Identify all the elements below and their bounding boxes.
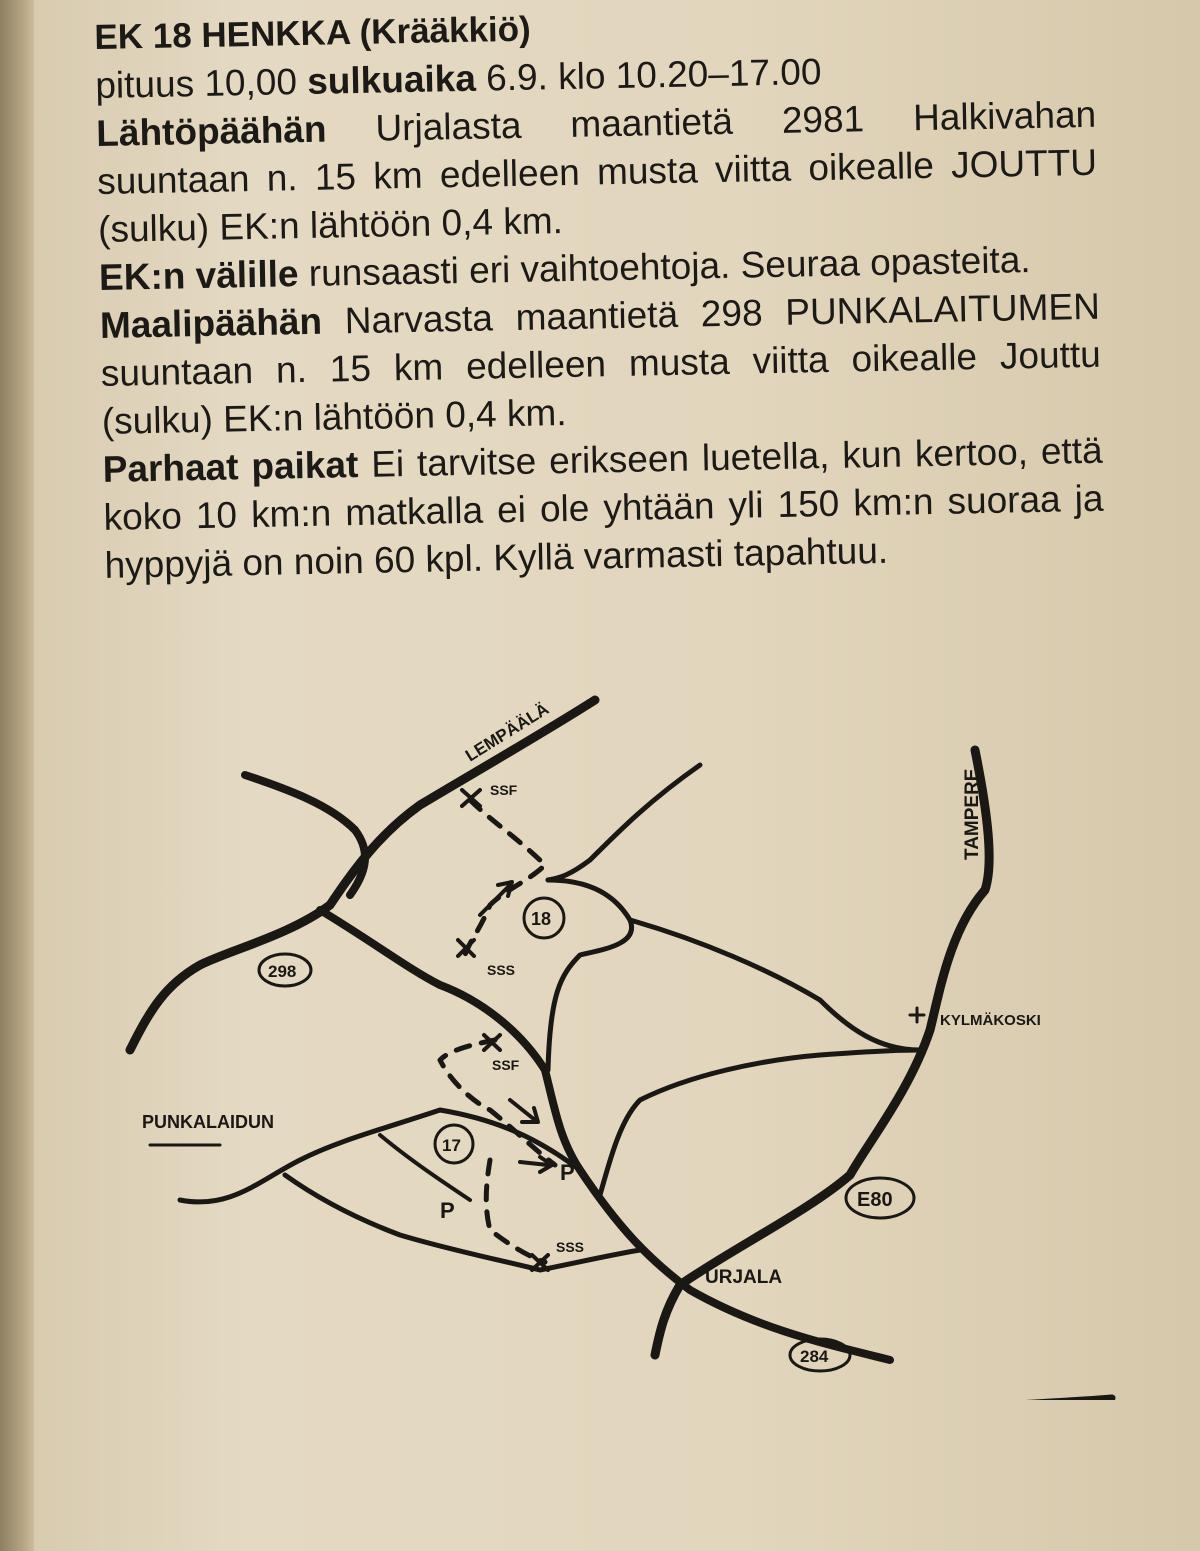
road-middle <box>600 1050 920 1195</box>
finish-text: Narvasta maantietä 298 PUNKALAITUMEN suuntaan n. 15 km edelleen musta viitta oikealle Jouttu (sulku) EK:n lähtöön 0,4 km. <box>100 285 1102 442</box>
mark-p-1: P <box>560 1160 575 1185</box>
arrow-17 <box>510 1100 538 1122</box>
road-bottom-rule <box>155 1398 1112 1400</box>
finish-paragraph <box>100 283 1103 446</box>
start-text: Urjalasta maantietä 2981 Halkivahan suuntaan n. 15 km edelleen musta viitta oikealle JOUTTU (sulku) EK:n lähtöön 0,4 km. <box>96 93 1098 250</box>
label-kylmakoski: KYLMÄKOSKI <box>940 1012 1041 1029</box>
best-paragraph <box>102 427 1105 590</box>
road-south-lower <box>285 1175 640 1270</box>
label-punkalaidun: PUNKALAIDUN <box>142 1112 274 1132</box>
closure-value: 6.9. klo 10.20–17.00 <box>485 51 822 99</box>
start-label: Lähtöpäähän <box>95 108 327 154</box>
road-298 <box>320 910 890 1360</box>
label-tampere: TAMPERE <box>962 768 983 860</box>
label-lempaala: LEMPÄÄLÄ <box>462 699 553 766</box>
road-298-label: 298 <box>268 962 297 981</box>
mark-sss-2: SSS <box>556 1239 585 1255</box>
best-label: Parhaat paikat <box>102 444 359 490</box>
stage-18-label: 18 <box>531 909 552 929</box>
label-urjala: URJALA <box>705 1267 783 1288</box>
article-text <box>94 0 1105 590</box>
road-e80-label: E80 <box>857 1189 893 1211</box>
stage-17-label: 17 <box>442 1136 461 1155</box>
mark-ssf-2: SSF <box>492 1057 520 1073</box>
cross-kylmakoski <box>910 1008 924 1022</box>
start-paragraph <box>96 91 1099 254</box>
finish-label: Maalipäähän <box>99 300 323 346</box>
mark-ssf-1: SSF <box>490 782 518 798</box>
arrow-18 <box>480 882 512 915</box>
route-map <box>0 680 1200 1400</box>
mark-p-2: P <box>440 1198 455 1223</box>
best-text: Ei tarvitse erikseen luetella, kun kertoo, että koko 10 km:n matkalla ei ole yhtään yli 150 km:n suoraa ja hyppyjä on noin 60 kpl. Kyllä varmasti tapahtuu. <box>103 429 1104 586</box>
length-label: pituus <box>94 63 195 106</box>
road-284-label: 284 <box>800 1347 829 1366</box>
road-east <box>630 920 920 1050</box>
stage18-route <box>465 800 545 955</box>
length-value: 10,00 <box>203 61 298 104</box>
closure-label: sulkuaika <box>306 57 477 102</box>
between-text: runsaasti eri vaihtoehtoja. Seuraa opasteita. <box>308 239 1031 294</box>
mark-sss-1: SSS <box>487 962 516 978</box>
between-label: EK:n välille <box>98 253 299 298</box>
road-north-branch <box>548 765 700 880</box>
article-title: EK 18 HENKKA (Krääkkiö) <box>94 9 532 57</box>
